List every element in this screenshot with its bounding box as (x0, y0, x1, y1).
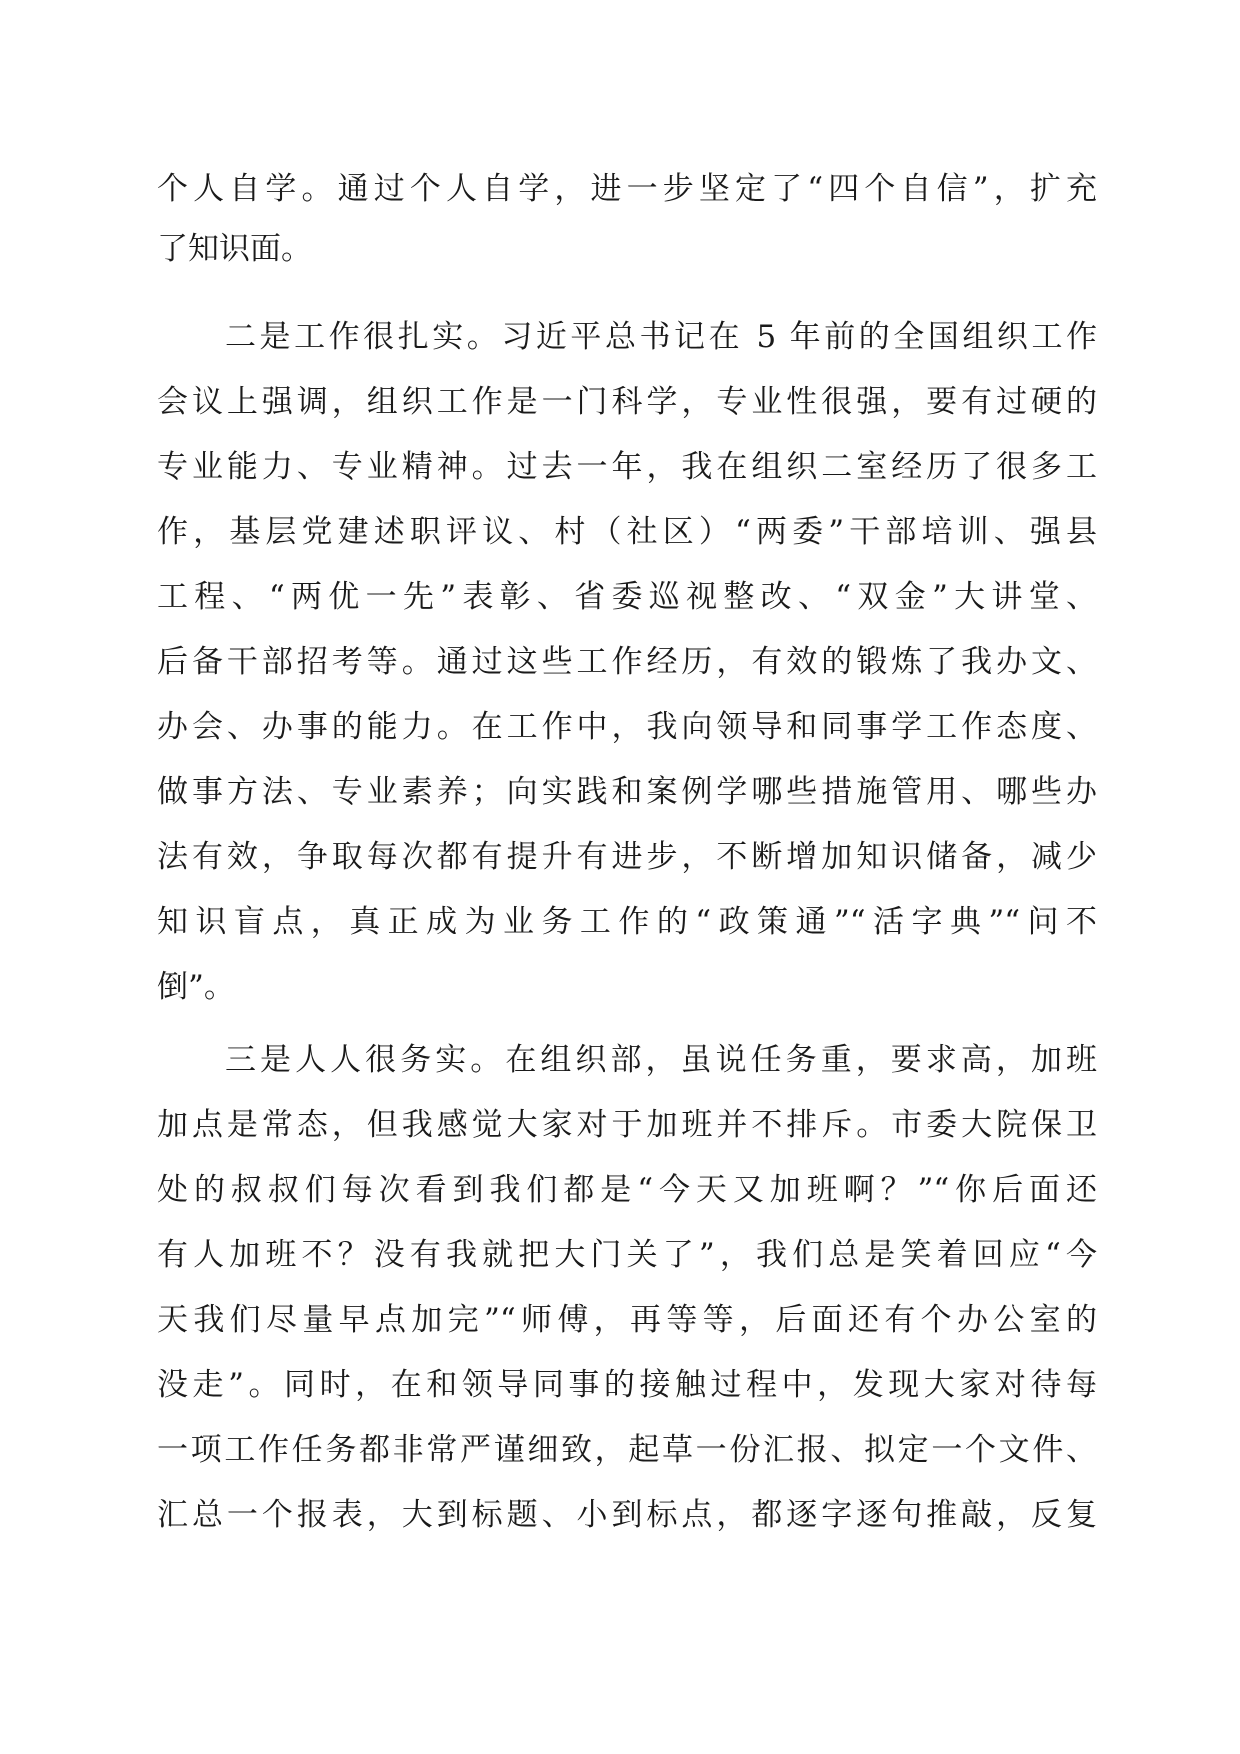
text-line-16: 处的叔叔们每次看到我们都是“今天又加班啊？”“你后面还 (157, 1172, 1097, 1208)
text-line-8: 后备干部招考等。通过这些工作经历，有效的锻炼了我办文、 (157, 644, 1097, 680)
text-line-14: 三是人人很务实。在组织部，虽说任务重，要求高，加班 (225, 1042, 1097, 1078)
text-line-7: 工程、“两优一先”表彰、省委巡视整改、“双金”大讲堂、 (157, 579, 1097, 615)
text-line-20: 一项工作任务都非常严谨细致，起草一份汇报、拟定一个文件、 (157, 1432, 1097, 1468)
text-line-12: 知识盲点，真正成为业务工作的“政策通”“活字典”“问不 (157, 904, 1097, 940)
text-line-4: 会议上强调，组织工作是一门科学，专业性很强，要有过硬的 (157, 384, 1097, 420)
text-line-9: 办会、办事的能力。在工作中，我向领导和同事学工作态度、 (157, 709, 1097, 745)
text-line-1: 个人自学。通过个人自学，进一步坚定了“四个自信”，扩充 (157, 171, 1097, 207)
text-line-15: 加点是常态，但我感觉大家对于加班并不排斥。市委大院保卫 (157, 1107, 1097, 1143)
text-line-10: 做事方法、专业素养；向实践和案例学哪些措施管用、哪些办 (157, 774, 1097, 810)
text-line-5: 专业能力、专业精神。过去一年，我在组织二室经历了很多工 (157, 449, 1097, 485)
text-line-21: 汇总一个报表，大到标题、小到标点，都逐字逐句推敲，反复 (157, 1497, 1097, 1533)
text-line-3: 二是工作很扎实。习近平总书记在 5 年前的全国组织工作 (225, 319, 1097, 355)
text-line-2: 了知识面。 (157, 231, 312, 267)
text-line-17: 有人加班不？没有我就把大门关了”，我们总是笑着回应“今 (157, 1237, 1097, 1273)
text-line-6: 作，基层党建述职评议、村（社区）“两委”干部培训、强县 (157, 514, 1097, 550)
text-line-19: 没走”。同时，在和领导同事的接触过程中，发现大家对待每 (157, 1367, 1097, 1403)
text-line-18: 天我们尽量早点加完”“师傅，再等等，后面还有个办公室的 (157, 1302, 1097, 1338)
text-line-13: 倒”。 (157, 969, 235, 1005)
text-line-11: 法有效，争取每次都有提升有进步，不断增加知识储备，减少 (157, 839, 1097, 875)
